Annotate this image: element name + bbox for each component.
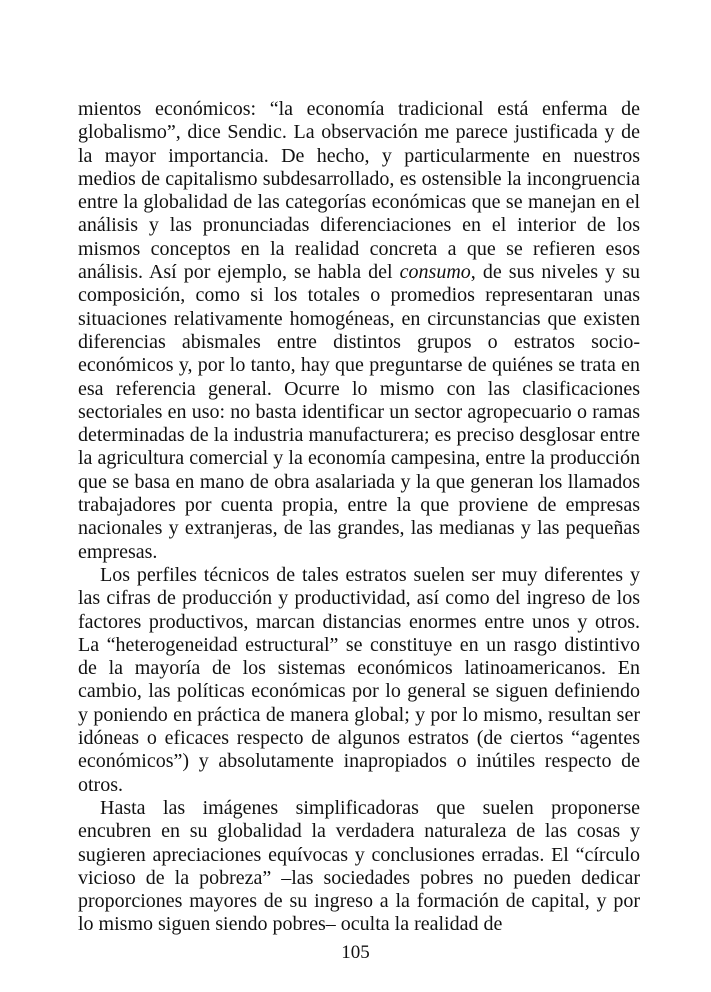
- paragraph-1-text-b: , de sus niveles y su composición, como si los totales o promedios representaran unas situaciones relativamente homogéneas, en circunstancias que existen diferencias abismales entre distintos grupos o estratos socio-económicos y, por lo tanto, hay que preguntarse de quiénes se trata en esa referencia general. Ocurre lo mismo con las clasificaciones sectoriales en uso: no basta identificar un sector agropecuario o ramas determinadas de la industria manufacturera; es preciso desglosar entre la agricultura comercial y la economía campesina, entre la producción que se basa en mano de obra asalariada y la que generan los llamados trabajadores por cuenta propia, entre la que proviene de empresas nacionales y extranjeras, de las grandes, las medianas y las pequeñas empresas.: [78, 261, 640, 563]
- paragraph-3: [78, 797, 640, 937]
- italic-term-consumo: consumo: [399, 261, 471, 284]
- paragraph-1-text-a: mientos económicos: “la economía tradicional está enferma de globalismo”, dice Sendic. La observación me parece justificada y de la mayor importancia. De hecho, y particularmente en nuestros medios de capitalismo subdesarrollado, es ostensible la incongruencia entre la globalidad de las categorías económicas que se manejan en el análisis y las pronunciadas diferenciaciones en el interior de los mismos conceptos en la realidad concreta a que se refieren esos análisis. Así por ejemplo, se habla del: [78, 98, 640, 284]
- paragraph-2: [78, 564, 640, 797]
- page-body: [78, 98, 640, 937]
- paragraph-3-text: Hasta las imágenes simplificadoras que suelen proponerse encubren en su globalidad la verdadera naturaleza de las cosas y sugieren apreciaciones equívocas y conclusiones erradas. El “círculo vicioso de la pobreza” –las sociedades pobres no pueden dedicar proporciones mayores de su ingreso a la formación de capital, y por lo mismo siguen siendo pobres– oculta la realidad de: [78, 796, 640, 936]
- page-number: 105: [341, 942, 370, 963]
- paragraph-1: [78, 98, 640, 564]
- paragraph-2-text: Los perfiles técnicos de tales estratos suelen ser muy diferentes y las cifras de producción y productividad, así como del ingreso de los factores productivos, marcan distancias enormes entre unos y otros. La “heterogeneidad estructural” se constituye en un rasgo distintivo de la mayoría de los sistemas económicos latinoamericanos. En cambio, las políticas económicas por lo general se siguen definiendo y poniendo en práctica de manera global; y por lo mismo, resultan ser idóneas o eficaces respecto de algunos estratos (de ciertos “agentes económicos”) y absolutamente inapropiados o inútiles respecto de otros.: [78, 563, 640, 796]
